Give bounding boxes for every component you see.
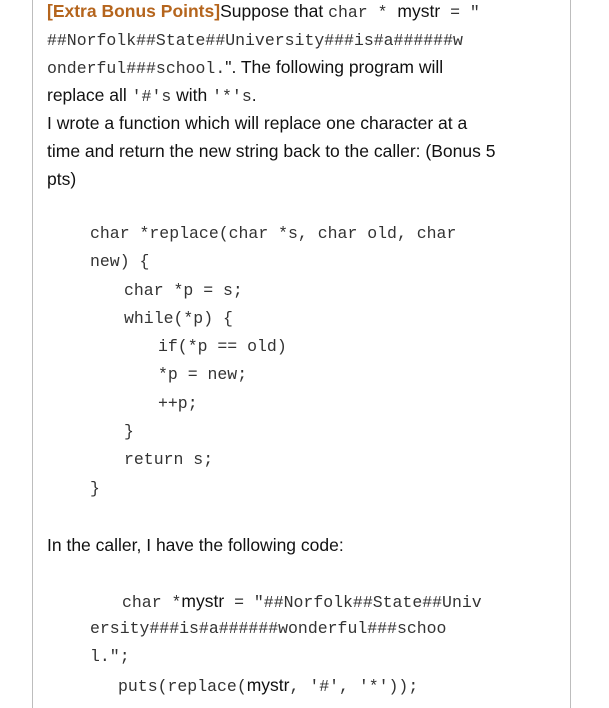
bonus-label: [Extra Bonus Points] (47, 1, 221, 21)
code-line: char *replace(char *s, char old, char (90, 224, 457, 243)
inline-code: char * (328, 3, 398, 22)
code-token: = "##Norfolk##State##Univ (224, 593, 482, 612)
code-line: if(*p == old) (158, 337, 287, 356)
code-var: mystr (246, 675, 290, 695)
intro-line-3 (47, 53, 547, 83)
intro-line-4 (47, 81, 547, 111)
code-line: new) { (90, 252, 150, 271)
code-token: puts(replace( (118, 677, 247, 696)
paragraph2-line-2: time and return the new string back to the caller: (Bonus 5 (47, 141, 496, 161)
intro-line-2 (47, 25, 547, 55)
intro-text: Suppose that (220, 1, 329, 21)
code-line: return s; (124, 450, 214, 469)
intro-text: . (251, 85, 257, 105)
code-line: char *p = s; (124, 281, 243, 300)
inline-code: '#'s (131, 87, 172, 106)
caller-code-line-3: l."; (90, 647, 130, 666)
paragraph2-line-1: I wrote a function which will replace one character at a (47, 113, 468, 133)
inline-var: mystr (397, 1, 441, 21)
inline-code: ##Norfolk##State##University###is#a######w (47, 31, 463, 50)
code-token: , '#', '*')); (289, 677, 419, 696)
code-var: mystr (181, 591, 225, 611)
inline-code: '*'s (212, 87, 252, 106)
code-line: } (90, 479, 100, 498)
code-line: ++p; (158, 394, 198, 413)
intro-text: ". The following program will (225, 57, 444, 77)
intro-line-1 (47, 0, 547, 27)
caller-code-line-2: ersity###is#a######wonderful###schoo (90, 619, 447, 638)
code-line: } (124, 422, 134, 441)
code-line: *p = new; (158, 365, 248, 384)
code-line: while(*p) { (124, 309, 233, 328)
caller-intro: In the caller, I have the following code: (47, 535, 344, 555)
intro-text: with (171, 85, 213, 105)
intro-text: replace all (47, 85, 132, 105)
inline-code: = " (440, 3, 480, 22)
code-token: char * (122, 593, 182, 612)
paragraph2-line-3: pts) (47, 169, 77, 189)
caller-code-line-4 (118, 671, 418, 701)
caller-code-line-1 (122, 587, 482, 617)
inline-code: onderful###school. (47, 59, 226, 78)
